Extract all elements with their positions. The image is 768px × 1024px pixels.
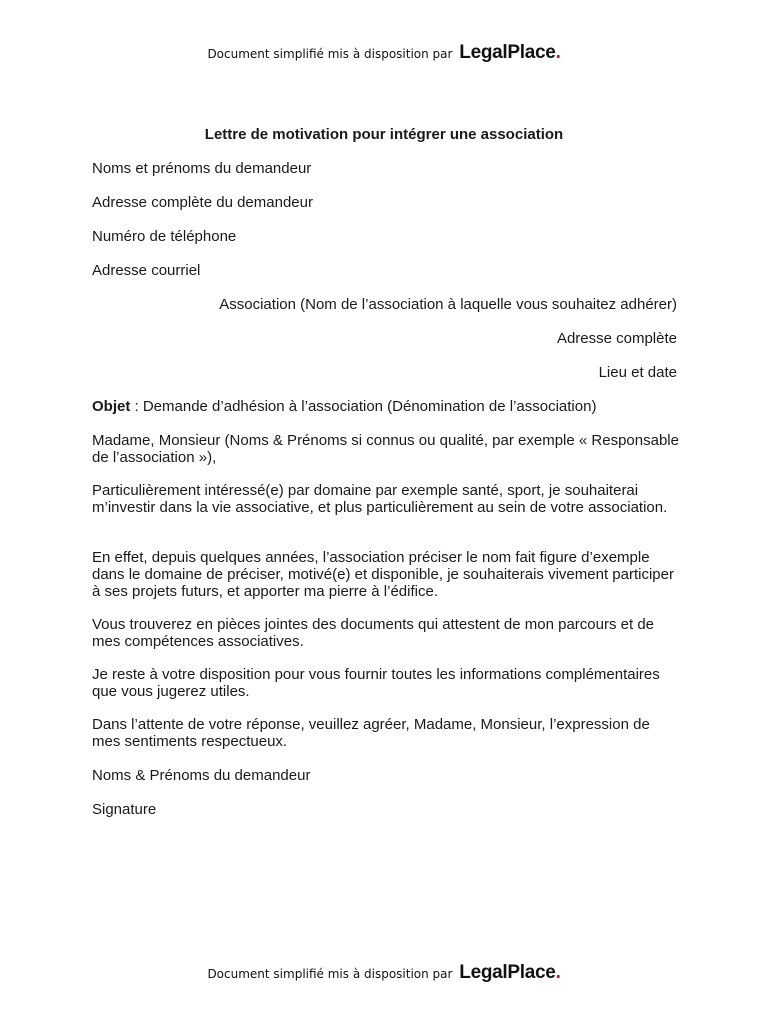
recipient-address: Adresse complète [556,330,677,347]
subject-line [92,398,596,415]
paragraph-closing: Dans l’attente de votre réponse, veuillez agréer, Madame, Monsieur, l’expression de mes sentiments respectueux. [92,716,650,750]
sender-address: Adresse complète du demandeur [92,194,313,211]
letter-title: Lettre de motivation pour intégrer une association [204,126,564,143]
recipient-name: Association (Nom de l’association à laquelle vous souhaitez adhérer) [219,296,677,313]
closing-name: Noms & Prénoms du demandeur [92,767,311,784]
header-brand [0,42,768,64]
sender-phone: Numéro de téléphone [92,228,237,245]
salutation: Madame, Monsieur (Noms & Prénoms si connus ou qualité, par exemple « Responsable de l’association »), [92,432,679,466]
signature: Signature [92,801,157,818]
subject-label: Objet [92,398,131,415]
sender-email: Adresse courriel [92,262,201,279]
footer-brand [0,962,768,984]
paragraph-attachments: Vous trouverez en pièces jointes des documents qui attestent de mon parcours et de mes compétences associatives. [92,616,655,650]
paragraph-interest: Particulièrement intéressé(e) par domaine par exemple santé, sport, je souhaiterai m’investir dans la vie associative, et plus particulièrement au sein de votre association. [92,482,668,516]
paragraph-availability: Je reste à votre disposition pour vous fournir toutes les informations complémentaires que vous jugerez utiles. [92,666,660,700]
paragraph-motivation: En effet, depuis quelques années, l’association préciser le nom fait figure d’exemple dans le domaine de préciser, motivé(e) et disponible, je souhaiterais vivement participer à ses projets futurs, et apporter ma pierre à l’édifice. [92,549,674,600]
place-date: Lieu et date [598,364,677,381]
legalplace-logo-footer: LegalPlace. [459,962,561,983]
subject-text: : Demande d’adhésion à l’association (Dénomination de l’association) [130,398,597,415]
sender-name: Noms et prénoms du demandeur [92,160,312,177]
legalplace-logo: LegalPlace. [459,42,561,63]
header-text: Document simplifié mis à disposition par [207,47,453,61]
footer-text: Document simplifié mis à disposition par [207,967,453,981]
